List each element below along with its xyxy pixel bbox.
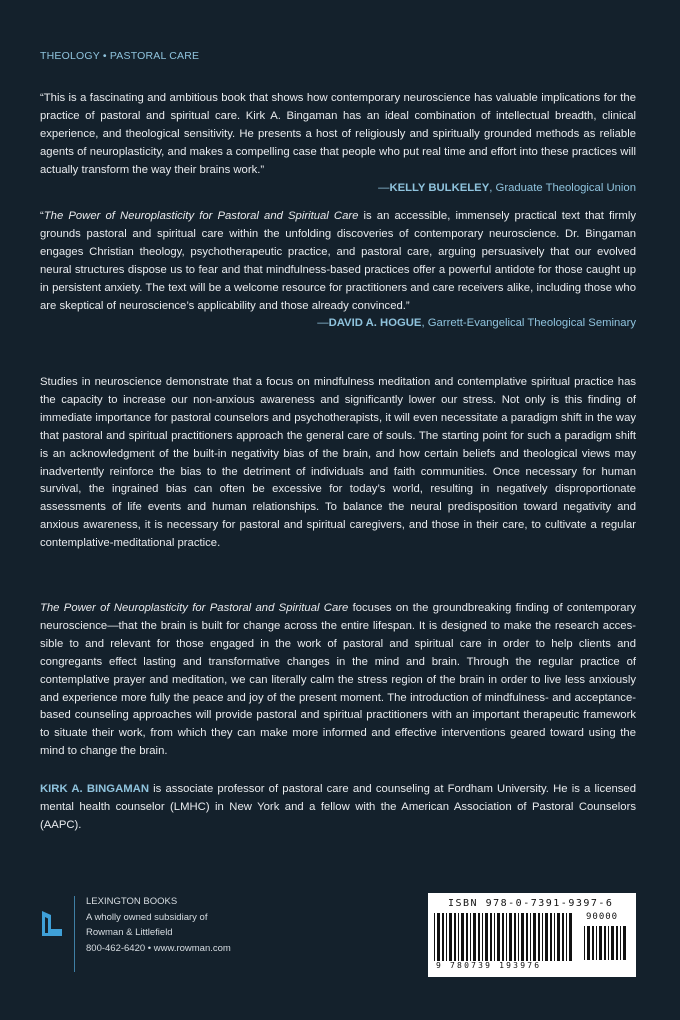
barcode-bar xyxy=(461,913,464,961)
barcode-bar xyxy=(434,913,435,961)
endorsement-attribution: —DAVID A. HOGUE, Garrett-Evangelical Theological Seminary xyxy=(317,317,636,330)
barcode-bar xyxy=(526,913,528,961)
description-paragraph-2: The Power of Neuroplasticity for Pastoral and Spiritual Care focuses on the groundbreaking finding of contemporary neuroscience—that the brain is built for change across the entire lifespan. It is designed to make the research accessible to and relevant for those engaged in the work of pastoral and spiritual care in order to help clients and congregants effect lasting and transformative changes in the mind and brain. Through the regular practice of contemplative prayer and meditation, we can literally calm the stress region of the brain in order to live less anxiously and experience more fully the peace and joy of the present moment. The introduction of mindfulness- and acceptance-based counseling approaches will provide pastoral and spiritual practitioners with an important therapeutic framework to situate their work, from which they can make more informed and effective interventions geared toward using the mind to change the brain. xyxy=(40,602,636,758)
barcode-bar xyxy=(494,913,495,961)
barcode-bar xyxy=(604,926,606,960)
barcode-bar xyxy=(473,913,476,961)
author-bio: KIRK A. BINGAMAN is associate professor of pastoral care and counseling at Fordham University. He is a licensed mental health counselor (LMHC) in New York and a fellow with the American Association of Pastoral Counselors (AAPC). xyxy=(40,783,636,831)
endorser-name: KELLY BULKELEY xyxy=(389,181,490,194)
barcode-bar xyxy=(554,913,555,961)
author-name: KIRK A. BINGAMAN xyxy=(40,783,149,795)
barcode-bar xyxy=(533,913,536,961)
publisher-info: LEXINGTON BOOKS A wholly owned subsidiary of Rowman & Littlefield 800-462-6420 • www.rowman.com xyxy=(86,894,286,956)
barcode-bar xyxy=(587,926,590,960)
book-title: The Power of Neuroplasticity for Pastoral and Spiritual Care xyxy=(43,210,359,222)
barcode-bar xyxy=(490,913,492,961)
barcode-bar xyxy=(557,913,560,961)
isbn-text: ISBN 978-0-7391-9397-6 xyxy=(448,898,614,909)
barcode-bar xyxy=(454,913,456,961)
barcode-bar xyxy=(442,913,444,961)
barcode-bar xyxy=(521,913,524,961)
barcode-bar xyxy=(449,913,452,961)
barcode-bar xyxy=(470,913,471,961)
barcode-bar xyxy=(506,913,507,961)
barcode-bar xyxy=(478,913,480,961)
barcode-bar xyxy=(485,913,488,961)
barcode-bar xyxy=(569,913,572,961)
barcode-bar xyxy=(502,913,504,961)
price-barcode-icon xyxy=(584,926,630,960)
barcode-bar xyxy=(545,913,548,961)
publisher-name: LEXINGTON BOOKS xyxy=(86,896,178,907)
publisher-divider xyxy=(74,896,75,972)
barcode-bar xyxy=(514,913,516,961)
barcode-bar xyxy=(608,926,609,960)
barcode-bar xyxy=(446,913,447,961)
barcode-bar xyxy=(497,913,500,961)
endorser-affiliation: , Graduate Theological Union xyxy=(489,181,636,194)
description-paragraph-1: Studies in neuroscience demonstrate that a focus on mindfulness meditation and contemplative spiritual practice has the capacity to increase our non-anxious awareness and significantly lower our stress. Not only is this finding of immediate importance for pastoral counselors and psychotherapists, it will even necessitate a paradigm shift in the way that pastoral and spiritual practitioners approach the general care of souls. The starting point for such a paradigm shift is an acknowledgment of the built-in negativity bias of the brain, and how certain beliefs and theological views may inadvertently reinforce the bias to the detriment of individuals and faith communities. Once necessary for human survival, the ingrained bias can often be excessive for today’s world, resulting in negatively disproportionate assessments of life events and human relationships. To balance the neural predisposition toward negativity and anxious awareness, it is necessary for pastoral and spiritual caregivers, and those in their care, to cultivate a regular contemplative-meditational practice. xyxy=(40,376,636,550)
barcode-bar xyxy=(592,926,594,960)
barcode-bar xyxy=(437,913,440,961)
barcode-bar xyxy=(611,926,614,960)
publisher-contact: 800-462-6420 • www.rowman.com xyxy=(86,942,231,954)
ean-barcode-icon xyxy=(434,913,574,961)
barcode-bar xyxy=(482,913,483,961)
isbn-barcode xyxy=(428,893,636,977)
barcode-bar xyxy=(566,913,567,961)
endorsement-text: “This is a fascinating and ambitious book that shows how contemporary neuroscience has valuable implications for the practice of pastoral and spiritual care. Kirk A. Bingaman has an ideal combination of intellectual breadth, clinical experience, and theological sensitivity. He presents a host of religiously and spiritually grounded methods as reliable agents of neuroplasticity, and makes a compelling case that people who put real time and effort into these practices will actually transform the way their brains work.” xyxy=(40,92,636,176)
barcode-bar xyxy=(466,913,468,961)
category-label: THEOLOGY • PASTORAL CARE xyxy=(40,50,200,62)
barcode-bar xyxy=(562,913,564,961)
price-code: 90000 xyxy=(586,912,619,922)
barcode-bar xyxy=(620,926,621,960)
barcode-bar xyxy=(584,926,585,960)
endorser-affiliation: , Garrett-Evangelical Theological Seminary xyxy=(421,317,636,330)
endorsement-hogue xyxy=(40,208,636,333)
endorsement-text: “The Power of Neuroplasticity for Pastoral and Spiritual Care is an accessible, immensely practical text that firmly grounds pastoral and spiritual care within the unfolding discoveries of contemporary neuroscience. Dr. Bingaman engages Christian theology, psychotherapeutic practice, and pastoral care, arguing persuasively that our evolved neural structures dispose us to fear and that mindfulness-based practices offer a powerful antidote for those caught up in persistent anxiety. The text will be a welcome resource for practitioners and care receivers alike, including those who are skeptical of neuroscience’s applicability and those already convinced.” xyxy=(40,210,636,312)
barcode-bar xyxy=(542,913,543,961)
book-title: The Power of Neuroplasticity for Pastoral and Spiritual Care xyxy=(40,602,349,614)
barcode-bar xyxy=(518,913,519,961)
barcode-bar xyxy=(538,913,540,961)
ean-digits: 9 780739 193976 xyxy=(436,961,542,970)
endorsement-attribution: —KELLY BULKELEY, Graduate Theological Union xyxy=(378,181,636,194)
barcode-bar xyxy=(509,913,512,961)
barcode-bar xyxy=(530,913,531,961)
barcode-bar xyxy=(623,926,626,960)
barcode-bar xyxy=(550,913,552,961)
barcode-bar xyxy=(599,926,602,960)
barcode-bar xyxy=(458,913,459,961)
barcode-bar xyxy=(616,926,618,960)
barcode-bar xyxy=(596,926,597,960)
endorser-name: DAVID A. HOGUE xyxy=(328,317,422,330)
lexington-logo-icon xyxy=(40,909,64,937)
endorsement-bulkeley xyxy=(40,90,636,197)
